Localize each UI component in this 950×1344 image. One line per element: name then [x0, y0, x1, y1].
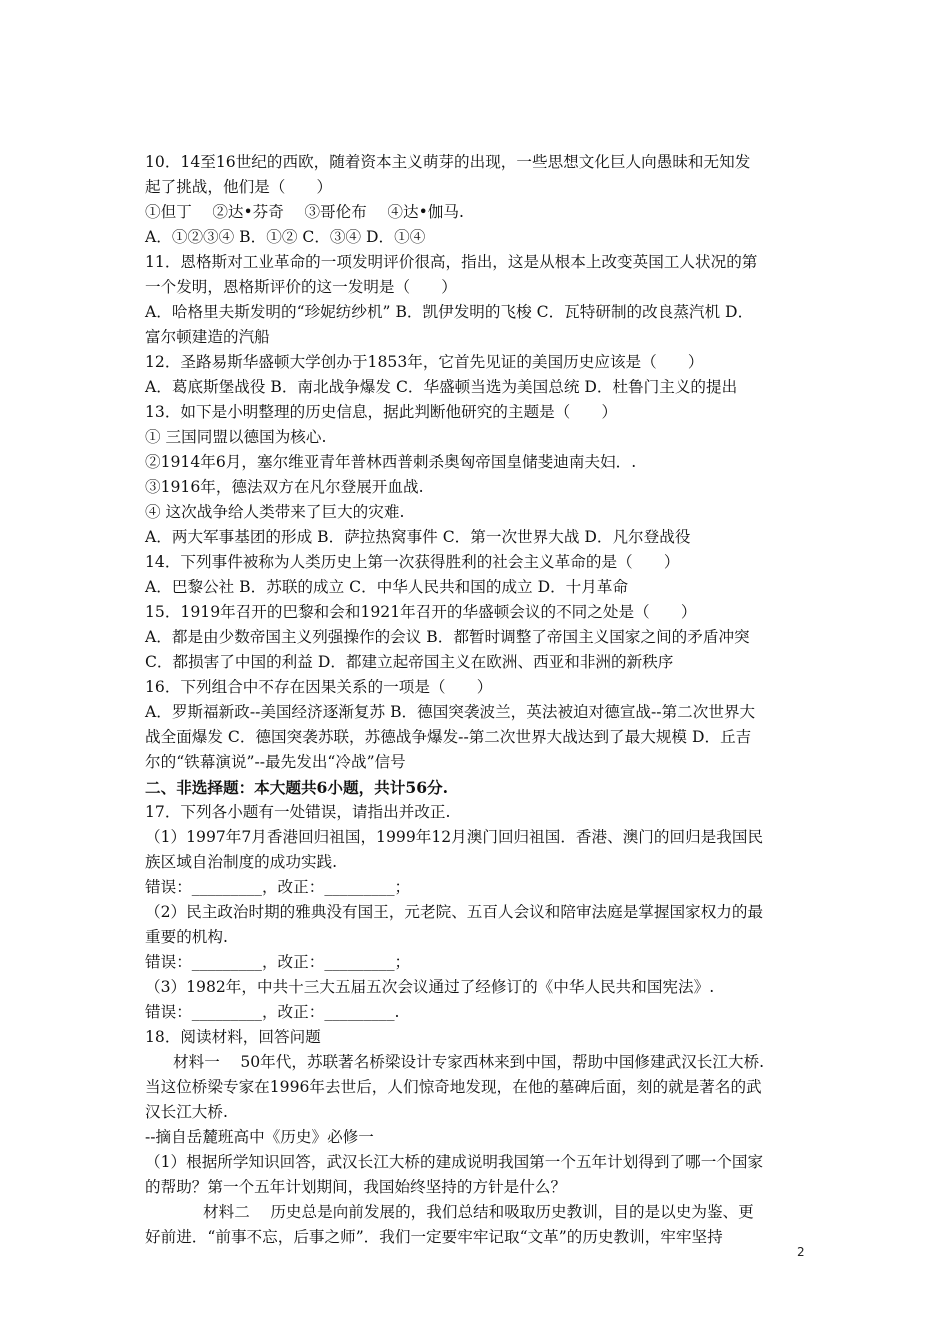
- text-line: 好前进．“前事不忘，后事之师”．我们一定要牢牢记取“文革”的历史教训，牢牢坚持: [145, 1228, 723, 1246]
- text-line: 富尔顿建造的汽船: [145, 328, 270, 346]
- text-line: A．都是由少数帝国主义列强操作的会议 B．都暂时调整了帝国主义国家之间的矛盾冲突: [145, 628, 750, 646]
- text-line: 战全面爆发 C．德国突袭苏联，苏德战争爆发--第二次世界大战达到了最大规模 D．丘吉: [145, 728, 752, 746]
- text-line: 14．下列事件被称为人类历史上第一次获得胜利的社会主义革命的是（ ）: [145, 553, 680, 571]
- text-line: ③1916年，德法双方在凡尔登展开血战.: [145, 478, 424, 496]
- section-heading: 二、非选择题：本大题共6小题，共计56分.: [145, 778, 449, 797]
- material-paragraph: 材料二 历史总是向前发展的，我们总结和吸取历史教训，目的是以史为鉴、更: [203, 1203, 754, 1221]
- text-line: ①但丁 ②达•芬奇 ③哥伦布 ④达•伽马.: [145, 203, 464, 221]
- text-line: 18．阅读材料，回答问题: [145, 1028, 321, 1046]
- text-line: ④ 这次战争给人类带来了巨大的灾难.: [145, 503, 405, 521]
- answer-line: 错误：_________，改正：_________；: [145, 953, 411, 971]
- text-line: （3）1982年，中共十三大五届五次会议通过了经修订的《中华人民共和国宪法》.: [145, 978, 715, 996]
- text-line: 一个发明，恩格斯评价的这一发明是（ ）: [145, 278, 457, 296]
- text-line: 尔的“铁幕演说”--最先发出“冷战”信号: [145, 753, 406, 771]
- text-line: 10．14至16世纪的西欧，随着资本主义萌芽的出现，一些思想文化巨人向愚昧和无知发: [145, 153, 751, 171]
- text-line: 当这位桥梁专家在1996年去世后，人们惊奇地发现，在他的墓碑后面，刻的就是著名的武: [145, 1078, 762, 1096]
- answer-line: 错误：_________，改正：_________.: [145, 1003, 400, 1021]
- text-line: A．①②③④ B．①② C．③④ D．①④: [145, 228, 426, 246]
- text-line: C．都损害了中国的利益 D．都建立起帝国主义在欧洲、西亚和非洲的新秩序: [145, 653, 674, 671]
- text-line: 的帮助？第一个五年计划期间，我国始终坚持的方针是什么？: [145, 1178, 567, 1196]
- source-citation: --摘自岳麓班高中《历史》必修一: [145, 1128, 374, 1146]
- text-line: ① 三国同盟以德国为核心.: [145, 428, 327, 446]
- text-line: 11．恩格斯对工业革命的一项发明评价很高，指出，这是从根本上改变英国工人状况的第: [145, 253, 758, 271]
- text-line: A．巴黎公社 B．苏联的成立 C．中华人民共和国的成立 D．十月革命: [145, 578, 629, 596]
- answer-line: 错误：_________，改正：_________；: [145, 878, 411, 896]
- text-line: A．两大军事基团的形成 B．萨拉热窝事件 C．第一次世界大战 D．凡尔登战役: [145, 528, 691, 546]
- text-line: 汉长江大桥.: [145, 1103, 228, 1121]
- text-line: 16．下列组合中不存在因果关系的一项是（ ）: [145, 678, 493, 696]
- document-body: [145, 150, 817, 1250]
- page-number: 2: [797, 1245, 805, 1259]
- text-line: 17．下列各小题有一处错误，请指出并改正.: [145, 803, 451, 821]
- text-line: 13．如下是小明整理的历史信息，据此判断他研究的主题是（ ）: [145, 403, 618, 421]
- text-line: 15．1919年召开的巴黎和会和1921年召开的华盛顿会议的不同之处是（ ）: [145, 603, 697, 621]
- text-line: 12．圣路易斯华盛顿大学创办于1853年，它首先见证的美国历史应该是（ ）: [145, 353, 704, 371]
- text-line: 重要的机构.: [145, 928, 228, 946]
- material-paragraph: 材料一 50年代，苏联著名桥梁设计专家西林来到中国，帮助中国修建武汉长江大桥.: [173, 1053, 765, 1071]
- text-line: A．哈格里夫斯发明的“珍妮纺纱机” B．凯伊发明的飞梭 C．瓦特研制的改良蒸汽机 D．: [145, 303, 754, 321]
- text-line: A．葛底斯堡战役 B．南北战争爆发 C．华盛顿当选为美国总统 D．杜鲁门主义的提出: [145, 378, 738, 396]
- text-line: （1）1997年7月香港回归祖国，1999年12月澳门回归祖国．香港、澳门的回归是我国民: [145, 828, 764, 846]
- text-line: （2）民主政治时期的雅典没有国王，元老院、五百人会议和陪审法庭是掌握国家权力的最: [145, 903, 764, 921]
- text-line: （1）根据所学知识回答，武汉长江大桥的建成说明我国第一个五年计划得到了哪一个国家: [145, 1153, 764, 1171]
- text-line: 族区域自治制度的成功实践.: [145, 853, 338, 871]
- text-line: ②1914年6月，塞尔维亚青年普林西普刺杀奥匈帝国皇储斐迪南夫妇．.: [145, 453, 637, 471]
- text-line: 起了挑战，他们是（ ）: [145, 178, 333, 196]
- text-line: A．罗斯福新政--美国经济逐渐复苏 B．德国突袭波兰，英法被迫对德宣战--第二次世界大: [145, 703, 756, 721]
